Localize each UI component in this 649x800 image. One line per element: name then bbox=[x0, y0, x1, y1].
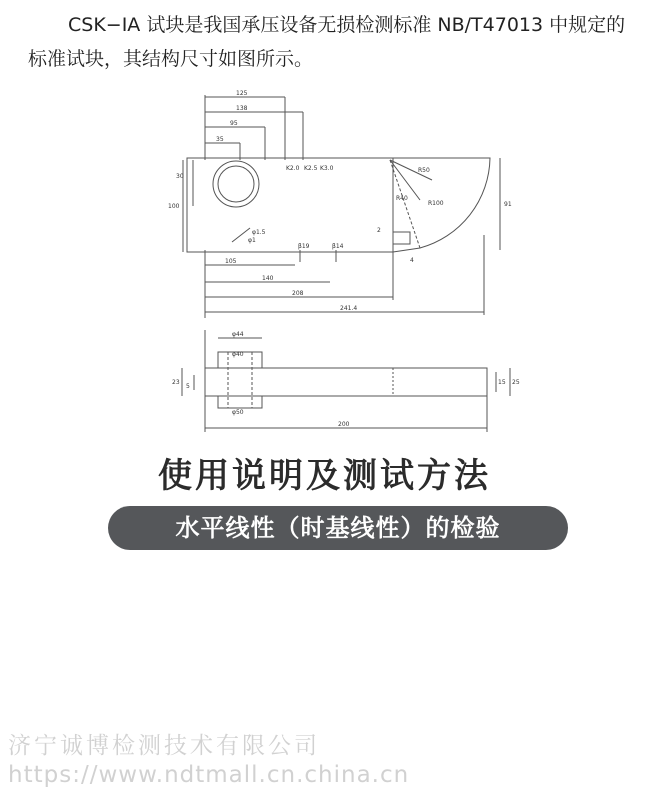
label-r50: R50 bbox=[418, 167, 430, 174]
label-phi1: φ1 bbox=[248, 237, 256, 244]
dim-138: 138 bbox=[236, 105, 248, 112]
label-b14: β14 bbox=[332, 243, 344, 250]
dim-5: 5 bbox=[186, 383, 190, 390]
label-k25: K2.5 bbox=[304, 165, 318, 172]
watermark-company: 济宁诚博检测技术有限公司 bbox=[8, 733, 320, 759]
dim-95: 95 bbox=[230, 120, 238, 127]
dim-105: 105 bbox=[225, 258, 237, 265]
intro-paragraph: CSK−IA 试块是我国承压设备无损检测标准 NB/T47013 中规定的标准试块，其结构尺寸如图所示。 bbox=[28, 14, 626, 70]
section-title: 使用说明及测试方法 bbox=[158, 456, 491, 496]
dim-241-4: 241.4 bbox=[340, 305, 358, 312]
label-k2: K2.0 bbox=[286, 165, 300, 172]
label-phi15: φ1.5 bbox=[252, 229, 266, 236]
label-phi40: φ40 bbox=[232, 351, 244, 358]
watermark-url: https://www.ndtmall.cn.china.cn bbox=[8, 762, 410, 788]
csk-ia-side-drawing bbox=[182, 330, 510, 432]
dim-2: 2 bbox=[377, 227, 381, 234]
label-phi44: φ44 bbox=[232, 331, 244, 338]
subsection-banner: 水平线性（时基线性）的检验 bbox=[108, 506, 568, 550]
dim-200: 200 bbox=[338, 421, 350, 428]
label-r100: R100 bbox=[428, 200, 444, 207]
dim-25: 25 bbox=[512, 379, 520, 386]
dim-35: 35 bbox=[216, 136, 224, 143]
dim-4: 4 bbox=[410, 257, 414, 264]
dim-30: 30 bbox=[176, 173, 184, 180]
dim-208: 208 bbox=[292, 290, 304, 297]
dim-23: 23 bbox=[172, 379, 180, 386]
label-k3: K3.0 bbox=[320, 165, 334, 172]
label-r40: R40 bbox=[396, 195, 408, 202]
dim-100: 100 bbox=[168, 203, 180, 210]
dim-91: 91 bbox=[504, 201, 512, 208]
label-phi50: φ50 bbox=[232, 409, 244, 416]
dim-15: 15 bbox=[498, 379, 506, 386]
dim-125: 125 bbox=[236, 90, 248, 97]
dim-140: 140 bbox=[262, 275, 274, 282]
label-b19: β19 bbox=[298, 243, 310, 250]
